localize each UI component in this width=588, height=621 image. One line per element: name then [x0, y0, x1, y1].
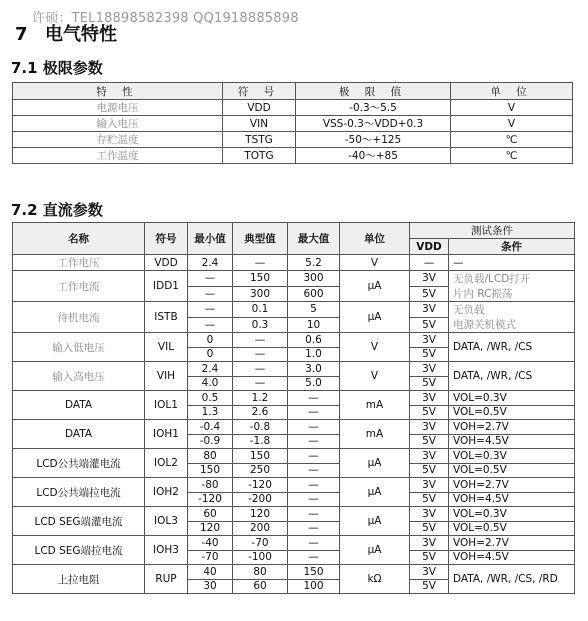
dc-vdd: 3V [410, 449, 449, 464]
section-number: 7 [15, 24, 28, 45]
dc-typ: 300 [233, 286, 288, 302]
abs-max-value: -0.3～5.5 [296, 100, 451, 116]
abs-max-value: -40～+85 [296, 148, 451, 164]
dc-param-name: 上拉电阻 [13, 565, 145, 594]
dc-condition: VOL=0.5V [449, 521, 575, 536]
dc-param-symbol: ISTB [145, 302, 188, 333]
abs-max-symbol: VDD [223, 100, 296, 116]
dc-row [13, 449, 575, 464]
dc-typ: 80 [233, 565, 288, 580]
dc-col-name: 名称 [13, 223, 145, 255]
dc-vdd: 3V [410, 333, 449, 348]
abs-max-row [13, 100, 573, 116]
dc-param-symbol: VDD [145, 255, 188, 271]
dc-typ: -200 [233, 492, 288, 507]
abs-max-col-characteristic: 特 性 [13, 83, 223, 100]
abs-max-symbol: TOTG [223, 148, 296, 164]
dc-col-min: 最小值 [188, 223, 233, 255]
dc-condition: VOH=2.7V [449, 536, 575, 551]
abs-max-col-symbol: 符 号 [223, 83, 296, 100]
dc-min: 150 [188, 463, 233, 478]
abs-max-unit: ℃ [451, 148, 573, 164]
dc-row [13, 507, 575, 522]
dc-param-symbol: IOH3 [145, 536, 188, 565]
abs-max-col-limit: 极 限 值 [296, 83, 451, 100]
dc-min: 80 [188, 449, 233, 464]
dc-typ: — [233, 376, 288, 391]
dc-param-name: LCD公共端拉电流 [13, 478, 145, 507]
dc-max: — [288, 492, 340, 507]
dc-max: — [288, 521, 340, 536]
dc-vdd: 5V [410, 550, 449, 565]
dc-vdd: 5V [410, 286, 449, 302]
dc-unit: V [340, 362, 410, 391]
dc-param-name: DATA [13, 391, 145, 420]
dc-vdd: 3V [410, 420, 449, 435]
dc-condition: VOH=4.5V [449, 434, 575, 449]
dc-min: 30 [188, 579, 233, 594]
dc-min: -80 [188, 478, 233, 493]
dc-typ: 0.3 [233, 317, 288, 333]
dc-unit: mA [340, 420, 410, 449]
dc-col-vdd: VDD [410, 239, 449, 255]
dc-condition: VOL=0.3V [449, 391, 575, 406]
dc-condition: 无负载 电源关机模式 [449, 302, 575, 333]
dc-vdd: 5V [410, 579, 449, 594]
dc-col-max: 最大值 [288, 223, 340, 255]
dc-heading: 7.2 直流参数 [11, 201, 103, 219]
abs-max-row [13, 148, 573, 164]
dc-vdd: 3V [410, 391, 449, 406]
dc-max: 0.6 [288, 333, 340, 348]
dc-param-name: 工作电流 [13, 271, 145, 302]
dc-min: 2.4 [188, 362, 233, 377]
dc-min: 4.0 [188, 376, 233, 391]
abs-max-row [13, 132, 573, 148]
abs-max-name: 存贮温度 [13, 132, 223, 148]
dc-param-name: 工作电压 [13, 255, 145, 271]
dc-min: 0 [188, 347, 233, 362]
dc-condition: VOL=0.5V [449, 405, 575, 420]
dc-row [13, 391, 575, 406]
dc-param-symbol: IOL3 [145, 507, 188, 536]
dc-min: -0.4 [188, 420, 233, 435]
dc-vdd: 3V [410, 362, 449, 377]
dc-row [13, 333, 575, 348]
dc-unit: V [340, 333, 410, 362]
dc-row [13, 420, 575, 435]
dc-unit: μA [340, 478, 410, 507]
dc-max: — [288, 550, 340, 565]
dc-vdd: 5V [410, 492, 449, 507]
abs-max-symbol: VIN [223, 116, 296, 132]
dc-typ: — [233, 347, 288, 362]
abs-max-name: 工作温度 [13, 148, 223, 164]
dc-typ: 1.2 [233, 391, 288, 406]
dc-min: -70 [188, 550, 233, 565]
dc-param-symbol: IOH1 [145, 420, 188, 449]
dc-min: -0.9 [188, 434, 233, 449]
abs-max-heading: 7.1 极限参数 [11, 59, 103, 77]
dc-row [13, 362, 575, 377]
dc-min: — [188, 317, 233, 333]
dc-row [13, 302, 575, 318]
dc-min: -120 [188, 492, 233, 507]
dc-param-symbol: IDD1 [145, 271, 188, 302]
dc-typ: 200 [233, 521, 288, 536]
dc-condition: DATA, /WR, /CS [449, 333, 575, 362]
dc-max: 1.0 [288, 347, 340, 362]
dc-min: 60 [188, 507, 233, 522]
abs-max-name: 输入电压 [13, 116, 223, 132]
dc-typ: -1.8 [233, 434, 288, 449]
watermark: 许硕：TEL18898582398 QQ1918885898 [32, 11, 299, 26]
abs-max-unit: V [451, 116, 573, 132]
dc-typ: -0.8 [233, 420, 288, 435]
dc-max: — [288, 449, 340, 464]
dc-row [13, 478, 575, 493]
dc-param-symbol: IOH2 [145, 478, 188, 507]
dc-typ: — [233, 362, 288, 377]
dc-typ: 250 [233, 463, 288, 478]
dc-min: — [188, 302, 233, 318]
dc-vdd: 3V [410, 565, 449, 580]
dc-unit: μA [340, 271, 410, 302]
dc-typ: 150 [233, 271, 288, 287]
dc-param-symbol: IOL2 [145, 449, 188, 478]
dc-row [13, 536, 575, 551]
dc-max: 5.2 [288, 255, 340, 271]
dc-typ: 150 [233, 449, 288, 464]
dc-vdd: 5V [410, 521, 449, 536]
dc-condition: VOH=4.5V [449, 492, 575, 507]
dc-typ: 2.6 [233, 405, 288, 420]
dc-param-name: LCD公共端灌电流 [13, 449, 145, 478]
dc-vdd: 3V [410, 271, 449, 287]
dc-max: 300 [288, 271, 340, 287]
dc-param-symbol: VIL [145, 333, 188, 362]
dc-vdd: 5V [410, 376, 449, 391]
section-title: 电气特性 [45, 24, 117, 45]
dc-param-name: 待机电流 [13, 302, 145, 333]
dc-max: — [288, 434, 340, 449]
dc-param-name: LCD SEG端灌电流 [13, 507, 145, 536]
dc-row [13, 255, 575, 271]
dc-vdd: 5V [410, 317, 449, 333]
dc-typ: -70 [233, 536, 288, 551]
dc-max: 10 [288, 317, 340, 333]
dc-vdd: — [410, 255, 449, 271]
dc-unit: μA [340, 507, 410, 536]
dc-min: — [188, 286, 233, 302]
abs-max-unit: ℃ [451, 132, 573, 148]
dc-col-test-conditions: 测试条件 [410, 223, 575, 239]
dc-vdd: 3V [410, 478, 449, 493]
abs-max-value: -50～+125 [296, 132, 451, 148]
abs-max-table [12, 82, 573, 164]
abs-max-name: 电源电压 [13, 100, 223, 116]
dc-max: — [288, 507, 340, 522]
dc-col-symbol: 符号 [145, 223, 188, 255]
abs-max-row [13, 116, 573, 132]
dc-param-symbol: VIH [145, 362, 188, 391]
dc-min: 40 [188, 565, 233, 580]
dc-col-unit: 单位 [340, 223, 410, 255]
dc-typ: — [233, 333, 288, 348]
dc-col-typ: 典型值 [233, 223, 288, 255]
abs-max-header-row [13, 83, 573, 100]
dc-max: — [288, 391, 340, 406]
dc-typ: 60 [233, 579, 288, 594]
dc-vdd: 5V [410, 463, 449, 478]
dc-max: 100 [288, 579, 340, 594]
dc-col-condition: 条件 [449, 239, 575, 255]
abs-max-symbol: TSTG [223, 132, 296, 148]
dc-max: — [288, 536, 340, 551]
dc-max: 600 [288, 286, 340, 302]
dc-unit: μA [340, 449, 410, 478]
abs-max-col-unit: 单 位 [451, 83, 573, 100]
dc-min: 120 [188, 521, 233, 536]
dc-min: 1.3 [188, 405, 233, 420]
dc-unit: kΩ [340, 565, 410, 594]
dc-condition: VOL=0.3V [449, 449, 575, 464]
dc-typ: — [233, 255, 288, 271]
dc-param-name: 输入高电压 [13, 362, 145, 391]
abs-max-unit: V [451, 100, 573, 116]
dc-min: 2.4 [188, 255, 233, 271]
dc-param-name: 输入低电压 [13, 333, 145, 362]
dc-max: 5.0 [288, 376, 340, 391]
section-heading [15, 20, 117, 46]
dc-max: — [288, 478, 340, 493]
dc-unit: mA [340, 391, 410, 420]
dc-vdd: 3V [410, 302, 449, 318]
dc-condition: 无负载/LCD打开 片内 RC振荡 [449, 271, 575, 302]
dc-vdd: 5V [410, 405, 449, 420]
dc-row [13, 271, 575, 287]
dc-condition: VOH=4.5V [449, 550, 575, 565]
dc-row [13, 565, 575, 580]
dc-min: 0 [188, 333, 233, 348]
dc-typ: 0.1 [233, 302, 288, 318]
dc-max: 150 [288, 565, 340, 580]
dc-param-name: LCD SEG端拉电流 [13, 536, 145, 565]
dc-condition: VOL=0.3V [449, 507, 575, 522]
dc-min: -40 [188, 536, 233, 551]
dc-min: — [188, 271, 233, 287]
dc-vdd: 3V [410, 507, 449, 522]
dc-max: 3.0 [288, 362, 340, 377]
dc-table [12, 222, 575, 594]
dc-condition: DATA, /WR, /CS [449, 362, 575, 391]
dc-vdd: 5V [410, 347, 449, 362]
dc-condition: VOH=2.7V [449, 420, 575, 435]
dc-param-name: DATA [13, 420, 145, 449]
dc-condition: DATA, /WR, /CS, /RD [449, 565, 575, 594]
dc-unit: μA [340, 302, 410, 333]
abs-max-value: VSS-0.3～VDD+0.3 [296, 116, 451, 132]
dc-vdd: 3V [410, 536, 449, 551]
dc-vdd: 5V [410, 434, 449, 449]
dc-max: 5 [288, 302, 340, 318]
dc-param-symbol: RUP [145, 565, 188, 594]
dc-typ: -120 [233, 478, 288, 493]
dc-min: 0.5 [188, 391, 233, 406]
dc-max: — [288, 405, 340, 420]
dc-header-row-1 [13, 223, 575, 239]
dc-typ: 120 [233, 507, 288, 522]
dc-unit: μA [340, 536, 410, 565]
dc-max: — [288, 463, 340, 478]
dc-max: — [288, 420, 340, 435]
dc-typ: -100 [233, 550, 288, 565]
dc-condition: VOL=0.5V [449, 463, 575, 478]
dc-condition: — [449, 255, 575, 271]
dc-unit: V [340, 255, 410, 271]
dc-condition: VOH=2.7V [449, 478, 575, 493]
dc-param-symbol: IOL1 [145, 391, 188, 420]
